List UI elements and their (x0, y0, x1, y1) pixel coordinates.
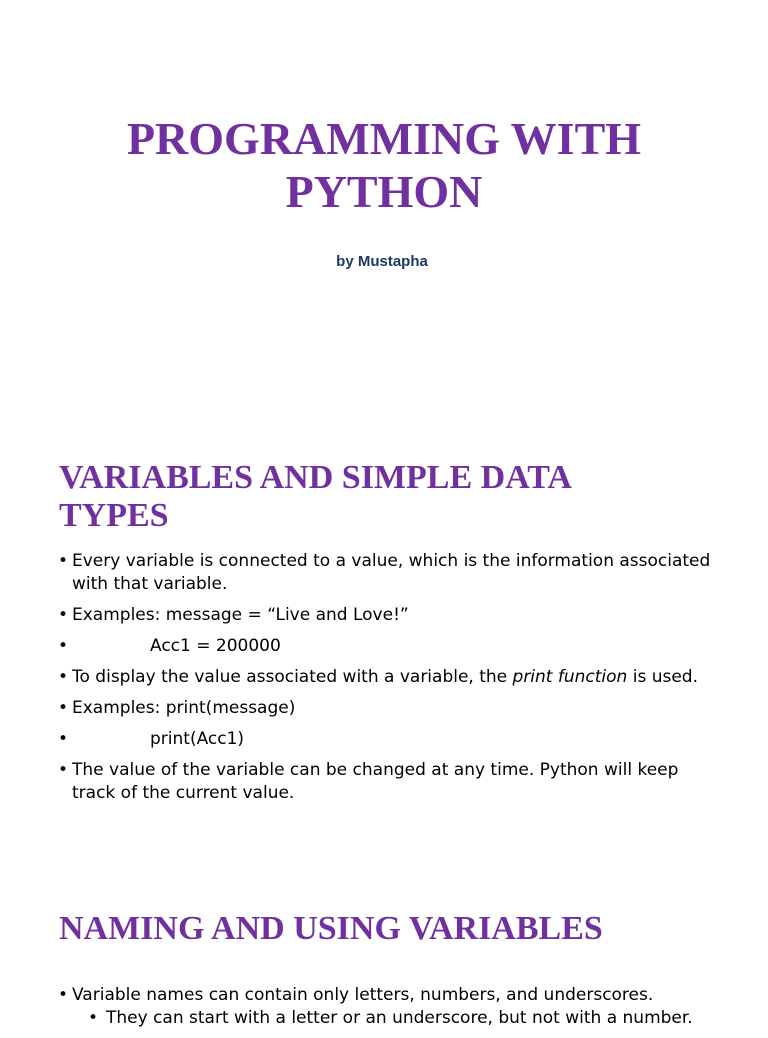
bullet-text: Acc1 = 200000 (150, 636, 281, 656)
variables-slide (0, 455, 768, 855)
list-item (58, 728, 718, 751)
bullet-icon: • (58, 985, 69, 1005)
naming-bullet-list (58, 984, 718, 1038)
naming-slide (0, 905, 768, 1028)
presentation-title (0, 112, 768, 218)
bullet-text: Every variable is connected to a value, which is the information associated with that variable. (72, 551, 711, 594)
author-subtitle: by Mustapha (336, 253, 428, 270)
bullet-icon: • (58, 636, 69, 656)
list-item (58, 697, 718, 720)
variables-bullet-list (58, 550, 718, 813)
title-line-1: PROGRAMMING WITH (126, 113, 642, 164)
bullet-text-emphasis: print function (512, 667, 628, 687)
bullet-icon: • (58, 605, 69, 625)
list-item (58, 604, 718, 627)
list-item (58, 759, 718, 805)
bullet-icon: • (58, 667, 69, 687)
variables-heading-line-1: VARIABLES AND SIMPLE DATA (59, 459, 572, 496)
bullet-icon: • (58, 760, 69, 780)
list-item (58, 550, 718, 596)
bullet-icon: • (88, 1008, 99, 1028)
bullet-text: Variable names can contain only letters, numbers, and underscores. (72, 985, 654, 1005)
naming-heading: NAMING AND USING VARIABLES (59, 910, 603, 947)
title-slide (0, 0, 768, 400)
list-item (58, 666, 718, 689)
list-item (88, 1007, 718, 1030)
variables-heading-line-2: TYPES (59, 497, 169, 534)
sub-bullet-text: They can start with a letter or an underscore, but not with a number. (106, 1008, 693, 1028)
bullet-text: is used. (627, 667, 699, 687)
naming-sub-bullet-list (72, 1007, 718, 1030)
list-item (58, 635, 718, 658)
bullet-icon: • (58, 698, 69, 718)
variables-heading (59, 459, 719, 535)
bullet-text: Examples: message = “Live and Love!” (72, 605, 409, 625)
bullet-text: Examples: print(message) (72, 698, 296, 718)
bullet-text: print(Acc1) (150, 729, 245, 749)
bullet-icon: • (58, 729, 69, 749)
bullet-icon: • (58, 551, 69, 571)
list-item (58, 984, 718, 1030)
bullet-text: The value of the variable can be changed at any time. Python will keep track of the current value. (72, 760, 679, 803)
title-line-2: PYTHON (285, 166, 483, 217)
bullet-text: To display the value associated with a variable, the (72, 667, 513, 687)
